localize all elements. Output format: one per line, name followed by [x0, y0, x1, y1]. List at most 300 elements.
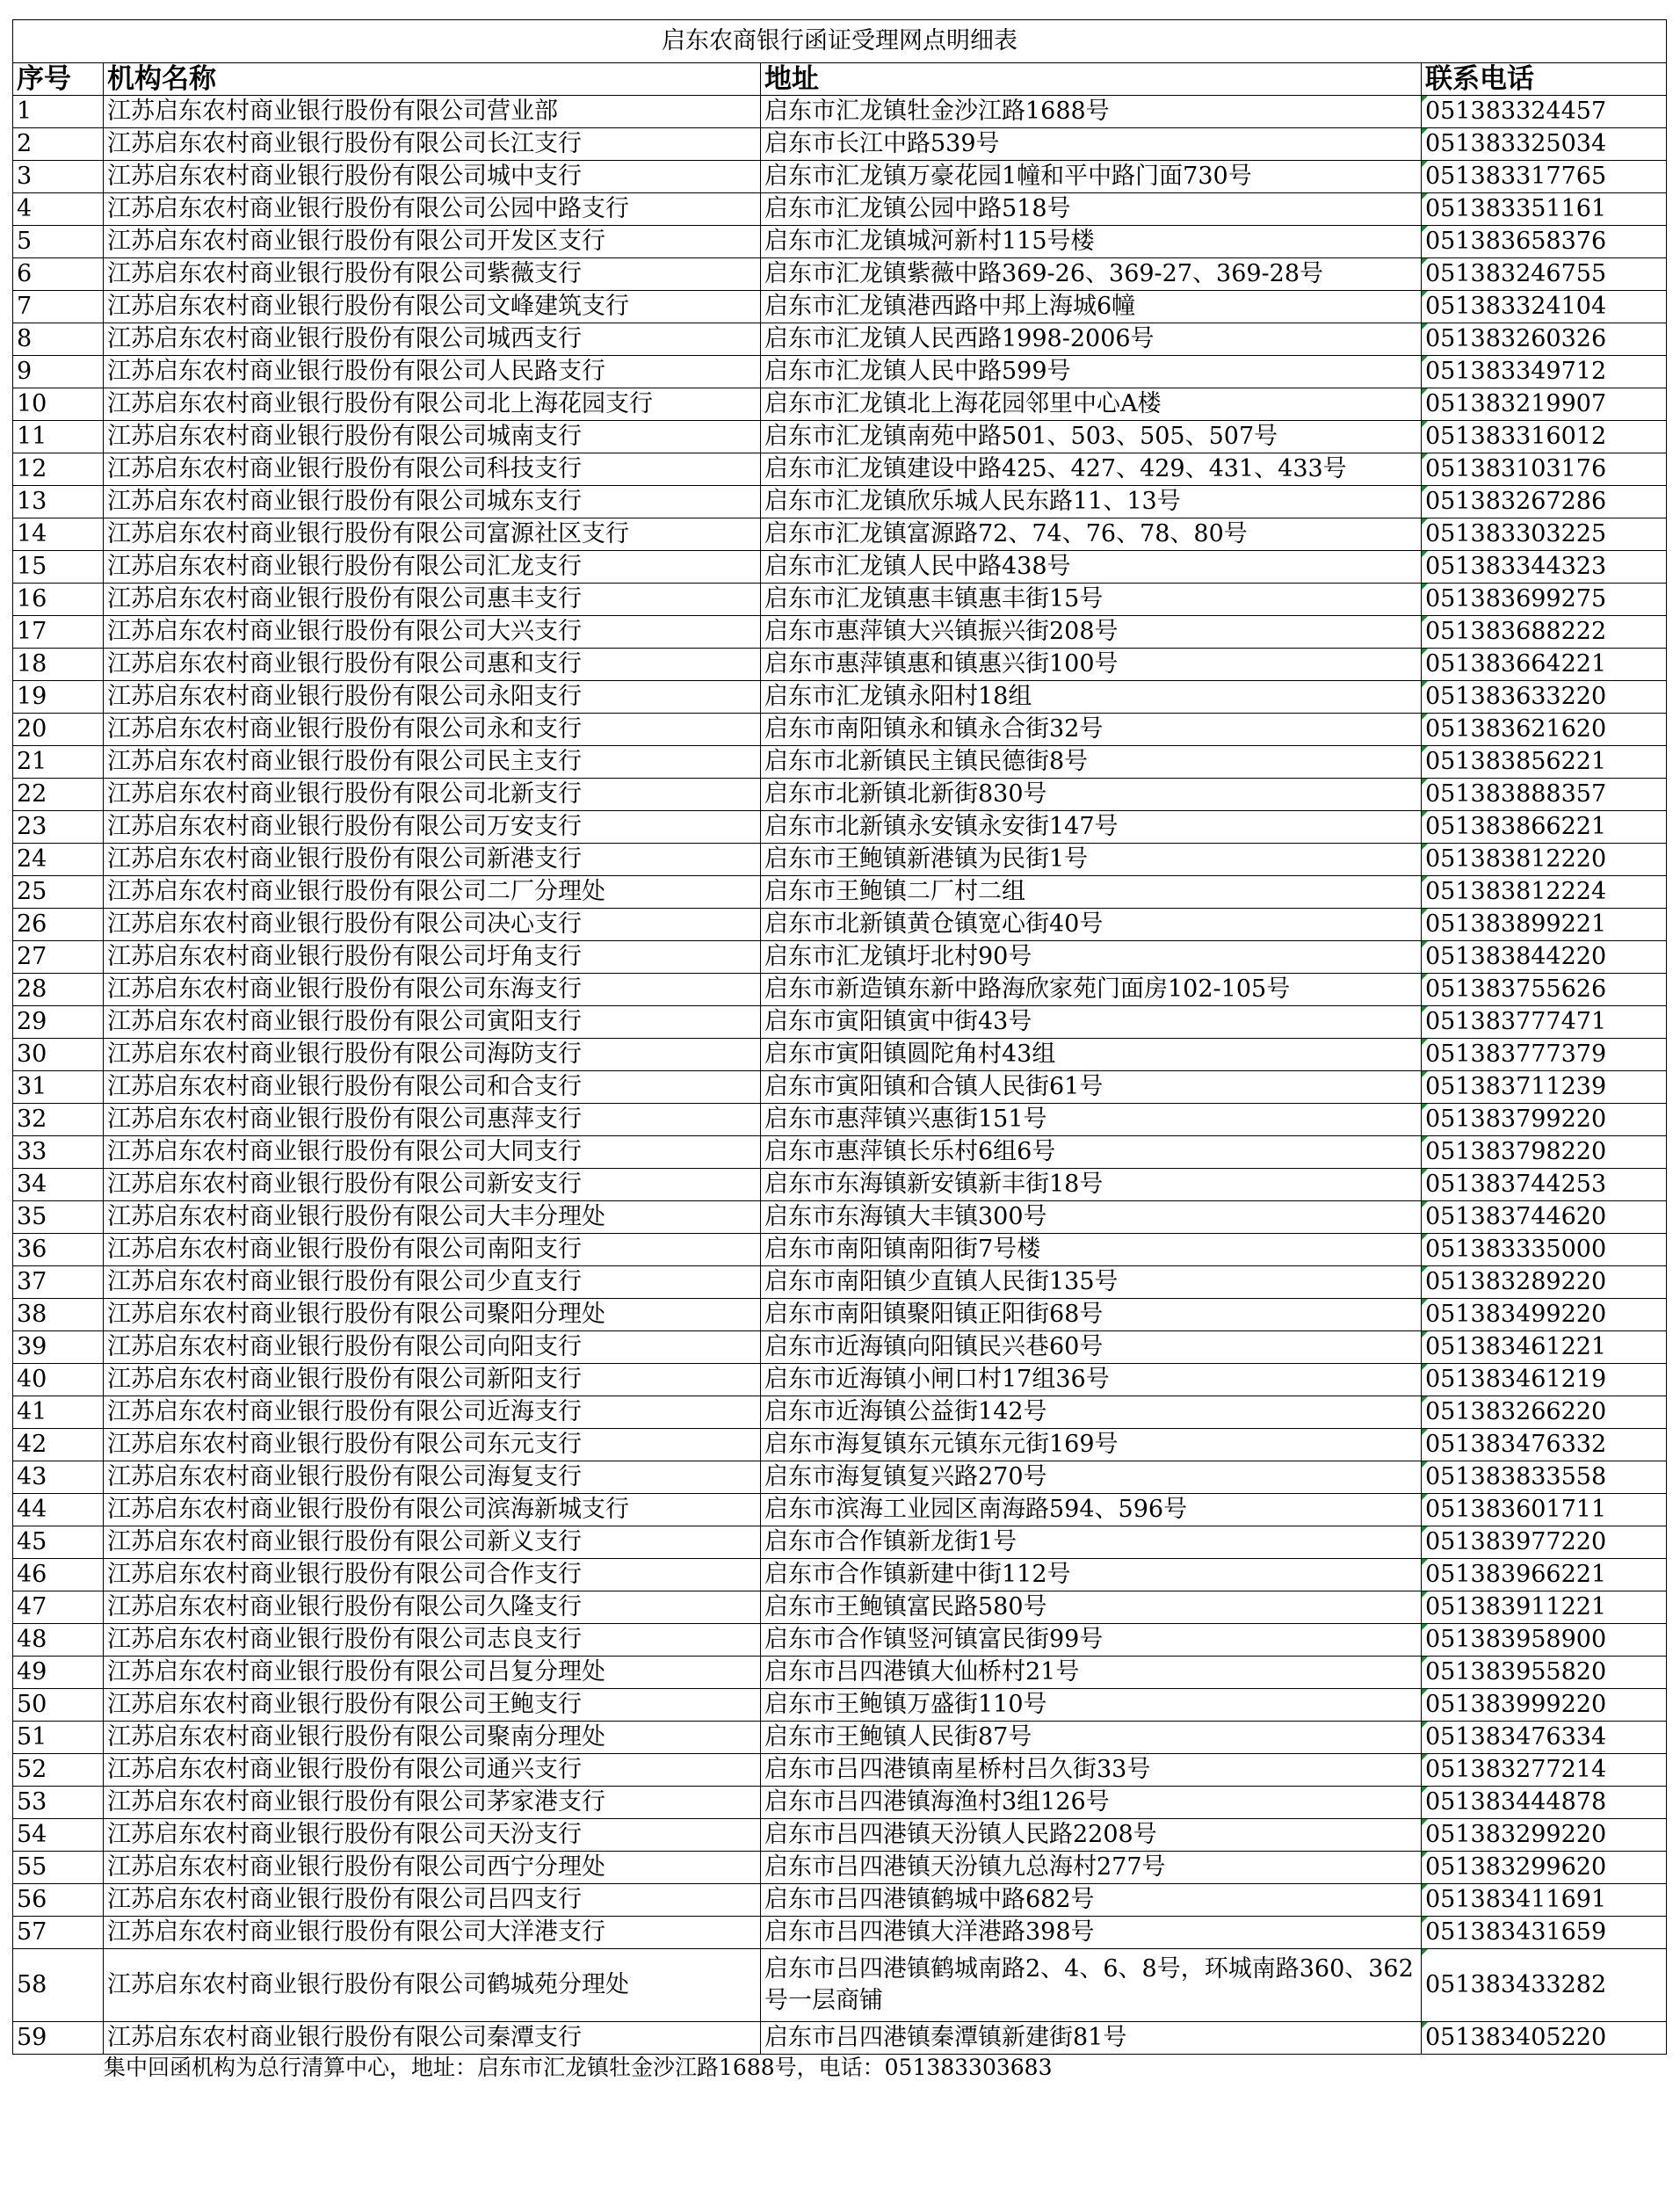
row-index-cell: 33	[13, 1136, 104, 1169]
row-index-cell: 56	[13, 1884, 104, 1917]
phone-cell: 051383325034	[1422, 128, 1667, 161]
table-row	[13, 584, 1667, 616]
table-row	[13, 844, 1667, 876]
phone-cell: 051383299220	[1422, 1819, 1667, 1852]
table-row	[13, 1689, 1667, 1722]
institution-name-cell: 江苏启东农村商业银行股份有限公司海复支行	[104, 1461, 761, 1494]
phone-cell: 051383711239	[1422, 1071, 1667, 1104]
phone-cell: 051383289220	[1422, 1266, 1667, 1299]
row-index-cell: 1	[13, 96, 104, 128]
spreadsheet-sheet	[12, 19, 1666, 2081]
institution-name-cell: 江苏启东农村商业银行股份有限公司吕四支行	[104, 1884, 761, 1917]
row-index-cell: 57	[13, 1917, 104, 1949]
institution-name-cell: 江苏启东农村商业银行股份有限公司合作支行	[104, 1559, 761, 1591]
row-index-cell: 37	[13, 1266, 104, 1299]
phone-cell: 051383260326	[1422, 323, 1667, 356]
address-cell: 启东市寅阳镇圆陀角村43组	[761, 1039, 1422, 1071]
institution-name-cell: 江苏启东农村商业银行股份有限公司营业部	[104, 96, 761, 128]
table-row	[13, 193, 1667, 226]
row-index-cell: 14	[13, 518, 104, 551]
address-cell: 启东市惠萍镇大兴镇振兴街208号	[761, 616, 1422, 649]
table-row	[13, 388, 1667, 421]
phone-cell: 051383344323	[1422, 551, 1667, 584]
table-row	[13, 1657, 1667, 1689]
address-cell: 启东市惠萍镇兴惠街151号	[761, 1104, 1422, 1136]
table-row	[13, 1949, 1667, 2022]
address-cell: 启东市汇龙镇人民中路438号	[761, 551, 1422, 584]
phone-cell: 051383431659	[1422, 1917, 1667, 1949]
table-row	[13, 1722, 1667, 1754]
table-row	[13, 1136, 1667, 1169]
phone-cell: 051383658376	[1422, 226, 1667, 258]
institution-name-cell: 江苏启东农村商业银行股份有限公司北新支行	[104, 779, 761, 811]
address-cell: 启东市吕四港镇大洋港路398号	[761, 1917, 1422, 1949]
table-row	[13, 1331, 1667, 1364]
row-index-cell: 16	[13, 584, 104, 616]
table-row	[13, 714, 1667, 746]
address-cell: 启东市汇龙镇公园中路518号	[761, 193, 1422, 226]
address-cell: 启东市东海镇新安镇新丰街18号	[761, 1169, 1422, 1201]
address-cell: 启东市王鲍镇人民街87号	[761, 1722, 1422, 1754]
phone-cell: 051383411691	[1422, 1884, 1667, 1917]
address-cell: 启东市汇龙镇牡金沙江路1688号	[761, 96, 1422, 128]
institution-name-cell: 江苏启东农村商业银行股份有限公司万安支行	[104, 811, 761, 844]
table-row	[13, 453, 1667, 486]
phone-cell: 051383621620	[1422, 714, 1667, 746]
table-row	[13, 909, 1667, 941]
table-row	[13, 1559, 1667, 1591]
institution-name-cell: 江苏启东农村商业银行股份有限公司二厂分理处	[104, 876, 761, 909]
row-index-cell: 49	[13, 1657, 104, 1689]
table-row	[13, 291, 1667, 323]
phone-cell: 051383601711	[1422, 1494, 1667, 1526]
address-cell: 启东市汇龙镇南苑中路501、503、505、507号	[761, 421, 1422, 453]
address-cell: 启东市近海镇公益街142号	[761, 1396, 1422, 1429]
institution-name-cell: 江苏启东农村商业银行股份有限公司寅阳支行	[104, 1006, 761, 1039]
row-index-cell: 58	[13, 1949, 104, 2022]
phone-cell: 051383277214	[1422, 1754, 1667, 1787]
table-row	[13, 1039, 1667, 1071]
row-index-cell: 53	[13, 1787, 104, 1819]
table-row	[13, 616, 1667, 649]
address-cell: 启东市吕四港镇鹤城中路682号	[761, 1884, 1422, 1917]
row-index-cell: 17	[13, 616, 104, 649]
address-cell: 启东市王鲍镇二厂村二组	[761, 876, 1422, 909]
address-cell: 启东市海复镇东元镇东元街169号	[761, 1429, 1422, 1461]
phone-cell: 051383103176	[1422, 453, 1667, 486]
address-cell: 启东市汇龙镇永阳村18组	[761, 681, 1422, 714]
table-row	[13, 1006, 1667, 1039]
row-index-cell: 54	[13, 1819, 104, 1852]
institution-name-cell: 江苏启东农村商业银行股份有限公司近海支行	[104, 1396, 761, 1429]
row-index-cell: 44	[13, 1494, 104, 1526]
phone-cell: 051383799220	[1422, 1104, 1667, 1136]
institution-name-cell: 江苏启东农村商业银行股份有限公司民主支行	[104, 746, 761, 779]
institution-name-cell: 江苏启东农村商业银行股份有限公司城中支行	[104, 161, 761, 193]
row-index-cell: 42	[13, 1429, 104, 1461]
table-row	[13, 1526, 1667, 1559]
address-cell: 启东市吕四港镇天汾镇人民路2208号	[761, 1819, 1422, 1852]
table-row	[13, 1266, 1667, 1299]
address-cell: 启东市南阳镇聚阳镇正阳街68号	[761, 1299, 1422, 1331]
address-cell: 启东市汇龙镇人民中路599号	[761, 356, 1422, 388]
address-cell: 启东市吕四港镇天汾镇九总海村277号	[761, 1852, 1422, 1884]
phone-cell: 051383246755	[1422, 258, 1667, 291]
phone-cell: 051383267286	[1422, 486, 1667, 518]
row-index-cell: 3	[13, 161, 104, 193]
table-row	[13, 518, 1667, 551]
table-title: 启东农商银行函证受理网点明细表	[13, 20, 1667, 63]
table-row	[13, 941, 1667, 974]
address-cell: 启东市滨海工业园区南海路594、596号	[761, 1494, 1422, 1526]
institution-name-cell: 江苏启东农村商业银行股份有限公司新港支行	[104, 844, 761, 876]
row-index-cell: 39	[13, 1331, 104, 1364]
table-row	[13, 2022, 1667, 2055]
address-cell: 启东市汇龙镇城河新村115号楼	[761, 226, 1422, 258]
phone-cell: 051383476334	[1422, 1722, 1667, 1754]
row-index-cell: 51	[13, 1722, 104, 1754]
phone-cell: 051383812220	[1422, 844, 1667, 876]
address-cell: 启东市吕四港镇海渔村3组126号	[761, 1787, 1422, 1819]
table-row	[13, 128, 1667, 161]
row-index-cell: 43	[13, 1461, 104, 1494]
institution-name-cell: 江苏启东农村商业银行股份有限公司久隆支行	[104, 1591, 761, 1624]
row-index-cell: 9	[13, 356, 104, 388]
table-row	[13, 1071, 1667, 1104]
phone-cell: 051383266220	[1422, 1396, 1667, 1429]
table-row	[13, 1917, 1667, 1949]
phone-cell: 051383812224	[1422, 876, 1667, 909]
address-cell: 启东市汇龙镇建设中路425、427、429、431、433号	[761, 453, 1422, 486]
address-cell: 启东市汇龙镇圩北村90号	[761, 941, 1422, 974]
address-cell: 启东市合作镇竖河镇富民街99号	[761, 1624, 1422, 1657]
table-row	[13, 1104, 1667, 1136]
institution-name-cell: 江苏启东农村商业银行股份有限公司海防支行	[104, 1039, 761, 1071]
phone-cell: 051383324457	[1422, 96, 1667, 128]
institution-name-cell: 江苏启东农村商业银行股份有限公司秦潭支行	[104, 2022, 761, 2055]
table-row	[13, 1884, 1667, 1917]
phone-cell: 051383317765	[1422, 161, 1667, 193]
phone-cell: 051383349712	[1422, 356, 1667, 388]
table-row	[13, 1819, 1667, 1852]
address-cell: 启东市长江中路539号	[761, 128, 1422, 161]
table-row	[13, 421, 1667, 453]
phone-cell: 051383777379	[1422, 1039, 1667, 1071]
phone-cell: 051383955820	[1422, 1657, 1667, 1689]
table-row	[13, 161, 1667, 193]
address-cell: 启东市新造镇东新中路海欣家苑门面房102-105号	[761, 974, 1422, 1006]
address-cell: 启东市惠萍镇惠和镇惠兴街100号	[761, 649, 1422, 681]
phone-cell: 051383833558	[1422, 1461, 1667, 1494]
table-row	[13, 1591, 1667, 1624]
address-cell: 启东市合作镇新龙街1号	[761, 1526, 1422, 1559]
institution-name-cell: 江苏启东农村商业银行股份有限公司滨海新城支行	[104, 1494, 761, 1526]
row-index-cell: 59	[13, 2022, 104, 2055]
row-index-cell: 4	[13, 193, 104, 226]
table-row	[13, 1624, 1667, 1657]
address-cell: 启东市王鲍镇万盛街110号	[761, 1689, 1422, 1722]
table-row	[13, 96, 1667, 128]
address-cell: 启东市北新镇黄仓镇宽心街40号	[761, 909, 1422, 941]
institution-name-cell: 江苏启东农村商业银行股份有限公司富源社区支行	[104, 518, 761, 551]
table-row	[13, 746, 1667, 779]
phone-cell: 051383777471	[1422, 1006, 1667, 1039]
row-index-cell: 24	[13, 844, 104, 876]
row-index-cell: 50	[13, 1689, 104, 1722]
row-index-cell: 41	[13, 1396, 104, 1429]
institution-name-cell: 江苏启东农村商业银行股份有限公司大兴支行	[104, 616, 761, 649]
row-index-cell: 55	[13, 1852, 104, 1884]
row-index-cell: 10	[13, 388, 104, 421]
address-cell: 启东市近海镇向阳镇民兴巷60号	[761, 1331, 1422, 1364]
institution-name-cell: 江苏启东农村商业银行股份有限公司城西支行	[104, 323, 761, 356]
institution-name-cell: 江苏启东农村商业银行股份有限公司大丰分理处	[104, 1201, 761, 1234]
row-index-cell: 7	[13, 291, 104, 323]
row-index-cell: 27	[13, 941, 104, 974]
address-cell: 启东市东海镇大丰镇300号	[761, 1201, 1422, 1234]
table-row	[13, 1201, 1667, 1234]
address-cell: 启东市王鲍镇新港镇为民街1号	[761, 844, 1422, 876]
footer-note: 集中回函机构为总行清算中心，地址：启东市汇龙镇牡金沙江路1688号，电话：051383303683	[104, 2055, 1053, 2080]
phone-cell: 051383744253	[1422, 1169, 1667, 1201]
institution-name-cell: 江苏启东农村商业银行股份有限公司公园中路支行	[104, 193, 761, 226]
institution-name-cell: 江苏启东农村商业银行股份有限公司吕复分理处	[104, 1657, 761, 1689]
header-institution-name: 机构名称	[104, 63, 761, 96]
row-index-cell: 20	[13, 714, 104, 746]
row-index-cell: 5	[13, 226, 104, 258]
table-row	[13, 1299, 1667, 1331]
row-index-cell: 21	[13, 746, 104, 779]
institution-name-cell: 江苏启东农村商业银行股份有限公司紫薇支行	[104, 258, 761, 291]
institution-name-cell: 江苏启东农村商业银行股份有限公司惠丰支行	[104, 584, 761, 616]
phone-cell: 051383688222	[1422, 616, 1667, 649]
table-row	[13, 486, 1667, 518]
table-row	[13, 1396, 1667, 1429]
address-cell: 启东市汇龙镇富源路72、74、76、78、80号	[761, 518, 1422, 551]
address-cell: 启东市南阳镇南阳街7号楼	[761, 1234, 1422, 1266]
phone-cell: 051383744620	[1422, 1201, 1667, 1234]
address-cell: 启东市南阳镇少直镇人民街135号	[761, 1266, 1422, 1299]
institution-name-cell: 江苏启东农村商业银行股份有限公司文峰建筑支行	[104, 291, 761, 323]
table-row	[13, 974, 1667, 1006]
title-row	[13, 20, 1667, 63]
row-index-cell: 40	[13, 1364, 104, 1396]
row-index-cell: 28	[13, 974, 104, 1006]
address-cell: 启东市汇龙镇欣乐城人民东路11、13号	[761, 486, 1422, 518]
table-row	[13, 226, 1667, 258]
institution-name-cell: 江苏启东农村商业银行股份有限公司南阳支行	[104, 1234, 761, 1266]
address-cell: 启东市吕四港镇秦潭镇新建街81号	[761, 2022, 1422, 2055]
institution-name-cell: 江苏启东农村商业银行股份有限公司向阳支行	[104, 1331, 761, 1364]
institution-name-cell: 江苏启东农村商业银行股份有限公司永和支行	[104, 714, 761, 746]
address-cell: 启东市汇龙镇万豪花园1幢和平中路门面730号	[761, 161, 1422, 193]
address-cell: 启东市寅阳镇和合镇人民街61号	[761, 1071, 1422, 1104]
institution-name-cell: 江苏启东农村商业银行股份有限公司王鲍支行	[104, 1689, 761, 1722]
phone-cell: 051383966221	[1422, 1559, 1667, 1591]
phone-cell: 051383755626	[1422, 974, 1667, 1006]
phone-cell: 051383664221	[1422, 649, 1667, 681]
row-index-cell: 18	[13, 649, 104, 681]
row-index-cell: 34	[13, 1169, 104, 1201]
table-row	[13, 1234, 1667, 1266]
header-row	[13, 63, 1667, 96]
address-cell: 启东市汇龙镇港西路中邦上海城6幢	[761, 291, 1422, 323]
institution-name-cell: 江苏启东农村商业银行股份有限公司决心支行	[104, 909, 761, 941]
address-cell: 启东市惠萍镇长乐村6组6号	[761, 1136, 1422, 1169]
table-row	[13, 1364, 1667, 1396]
institution-name-cell: 江苏启东农村商业银行股份有限公司新安支行	[104, 1169, 761, 1201]
table-row	[13, 1754, 1667, 1787]
institution-name-cell: 江苏启东农村商业银行股份有限公司和合支行	[104, 1071, 761, 1104]
phone-cell: 051383888357	[1422, 779, 1667, 811]
phone-cell: 051383444878	[1422, 1787, 1667, 1819]
address-cell: 启东市汇龙镇紫薇中路369-26、369-27、369-28号	[761, 258, 1422, 291]
institution-name-cell: 江苏启东农村商业银行股份有限公司人民路支行	[104, 356, 761, 388]
phone-cell: 051383461221	[1422, 1331, 1667, 1364]
phone-cell: 051383866221	[1422, 811, 1667, 844]
row-index-cell: 36	[13, 1234, 104, 1266]
row-index-cell: 26	[13, 909, 104, 941]
table-row	[13, 551, 1667, 584]
phone-cell: 051383299620	[1422, 1852, 1667, 1884]
institution-name-cell: 江苏启东农村商业银行股份有限公司惠和支行	[104, 649, 761, 681]
row-index-cell: 29	[13, 1006, 104, 1039]
address-cell: 启东市合作镇新建中街112号	[761, 1559, 1422, 1591]
row-index-cell: 32	[13, 1104, 104, 1136]
table-row	[13, 811, 1667, 844]
institution-name-cell: 江苏启东农村商业银行股份有限公司聚阳分理处	[104, 1299, 761, 1331]
table-row	[13, 649, 1667, 681]
institution-name-cell: 江苏启东农村商业银行股份有限公司东元支行	[104, 1429, 761, 1461]
header-index: 序号	[13, 63, 104, 96]
phone-cell: 051383798220	[1422, 1136, 1667, 1169]
table-row	[13, 1852, 1667, 1884]
table-row	[13, 681, 1667, 714]
phone-cell: 051383405220	[1422, 2022, 1667, 2055]
phone-cell: 051383856221	[1422, 746, 1667, 779]
table-row	[13, 1429, 1667, 1461]
row-index-cell: 8	[13, 323, 104, 356]
institution-name-cell: 江苏启东农村商业银行股份有限公司大洋港支行	[104, 1917, 761, 1949]
table-row	[13, 1169, 1667, 1201]
institution-name-cell: 江苏启东农村商业银行股份有限公司东海支行	[104, 974, 761, 1006]
row-index-cell: 45	[13, 1526, 104, 1559]
table-row	[13, 779, 1667, 811]
institution-name-cell: 江苏启东农村商业银行股份有限公司茅家港支行	[104, 1787, 761, 1819]
institution-name-cell: 江苏启东农村商业银行股份有限公司鹤城苑分理处	[104, 1949, 761, 2022]
header-address: 地址	[761, 63, 1422, 96]
institution-name-cell: 江苏启东农村商业银行股份有限公司大同支行	[104, 1136, 761, 1169]
address-cell: 启东市吕四港镇南星桥村吕久街33号	[761, 1754, 1422, 1787]
institution-name-cell: 江苏启东农村商业银行股份有限公司永阳支行	[104, 681, 761, 714]
header-phone: 联系电话	[1422, 63, 1667, 96]
table-row	[13, 876, 1667, 909]
phone-cell: 051383899221	[1422, 909, 1667, 941]
row-index-cell: 23	[13, 811, 104, 844]
phone-cell: 051383633220	[1422, 681, 1667, 714]
institution-name-cell: 江苏启东农村商业银行股份有限公司聚南分理处	[104, 1722, 761, 1754]
institution-name-cell: 江苏启东农村商业银行股份有限公司科技支行	[104, 453, 761, 486]
row-index-cell: 2	[13, 128, 104, 161]
phone-cell: 051383911221	[1422, 1591, 1667, 1624]
row-index-cell: 47	[13, 1591, 104, 1624]
row-index-cell: 22	[13, 779, 104, 811]
phone-cell: 051383476332	[1422, 1429, 1667, 1461]
address-cell: 启东市王鲍镇富民路580号	[761, 1591, 1422, 1624]
address-cell: 启东市北新镇永安镇永安街147号	[761, 811, 1422, 844]
row-index-cell: 52	[13, 1754, 104, 1787]
phone-cell: 051383977220	[1422, 1526, 1667, 1559]
phone-cell: 051383316012	[1422, 421, 1667, 453]
institution-name-cell: 江苏启东农村商业银行股份有限公司开发区支行	[104, 226, 761, 258]
table-row	[13, 258, 1667, 291]
address-cell: 启东市汇龙镇惠丰镇惠丰街15号	[761, 584, 1422, 616]
branch-table	[12, 19, 1667, 2055]
row-index-cell: 30	[13, 1039, 104, 1071]
address-cell: 启东市北新镇民主镇民德街8号	[761, 746, 1422, 779]
institution-name-cell: 江苏启东农村商业银行股份有限公司少直支行	[104, 1266, 761, 1299]
institution-name-cell: 江苏启东农村商业银行股份有限公司新义支行	[104, 1526, 761, 1559]
institution-name-cell: 江苏启东农村商业银行股份有限公司长江支行	[104, 128, 761, 161]
institution-name-cell: 江苏启东农村商业银行股份有限公司汇龙支行	[104, 551, 761, 584]
phone-cell: 051383699275	[1422, 584, 1667, 616]
address-cell: 启东市北新镇北新街830号	[761, 779, 1422, 811]
row-index-cell: 38	[13, 1299, 104, 1331]
row-index-cell: 15	[13, 551, 104, 584]
phone-cell: 051383844220	[1422, 941, 1667, 974]
row-index-cell: 12	[13, 453, 104, 486]
row-index-cell: 11	[13, 421, 104, 453]
table-body	[13, 96, 1667, 2055]
institution-name-cell: 江苏启东农村商业银行股份有限公司志良支行	[104, 1624, 761, 1657]
row-index-cell: 48	[13, 1624, 104, 1657]
institution-name-cell: 江苏启东农村商业银行股份有限公司北上海花园支行	[104, 388, 761, 421]
institution-name-cell: 江苏启东农村商业银行股份有限公司城南支行	[104, 421, 761, 453]
phone-cell: 051383958900	[1422, 1624, 1667, 1657]
address-cell: 启东市南阳镇永和镇永合街32号	[761, 714, 1422, 746]
row-index-cell: 31	[13, 1071, 104, 1104]
phone-cell: 051383335000	[1422, 1234, 1667, 1266]
institution-name-cell: 江苏启东农村商业银行股份有限公司天汾支行	[104, 1819, 761, 1852]
row-index-cell: 25	[13, 876, 104, 909]
row-index-cell: 13	[13, 486, 104, 518]
table-row	[13, 1787, 1667, 1819]
row-index-cell: 46	[13, 1559, 104, 1591]
institution-name-cell: 江苏启东农村商业银行股份有限公司圩角支行	[104, 941, 761, 974]
phone-cell: 051383324104	[1422, 291, 1667, 323]
phone-cell: 051383461219	[1422, 1364, 1667, 1396]
phone-cell: 051383219907	[1422, 388, 1667, 421]
table-row	[13, 356, 1667, 388]
phone-cell: 051383303225	[1422, 518, 1667, 551]
row-index-cell: 35	[13, 1201, 104, 1234]
address-cell: 启东市吕四港镇鹤城南路2、4、6、8号，环城南路360、362号一层商铺	[761, 1949, 1422, 2022]
institution-name-cell: 江苏启东农村商业银行股份有限公司惠萍支行	[104, 1104, 761, 1136]
table-row	[13, 323, 1667, 356]
address-cell: 启东市汇龙镇北上海花园邻里中心A楼	[761, 388, 1422, 421]
institution-name-cell: 江苏启东农村商业银行股份有限公司新阳支行	[104, 1364, 761, 1396]
address-cell: 启东市近海镇小闸口村17组36号	[761, 1364, 1422, 1396]
row-index-cell: 19	[13, 681, 104, 714]
phone-cell: 051383351161	[1422, 193, 1667, 226]
phone-cell: 051383999220	[1422, 1689, 1667, 1722]
address-cell: 启东市吕四港镇大仙桥村21号	[761, 1657, 1422, 1689]
phone-cell: 051383433282	[1422, 1949, 1667, 2022]
table-row	[13, 1461, 1667, 1494]
address-cell: 启东市海复镇复兴路270号	[761, 1461, 1422, 1494]
row-index-cell: 6	[13, 258, 104, 291]
address-cell: 启东市寅阳镇寅中街43号	[761, 1006, 1422, 1039]
